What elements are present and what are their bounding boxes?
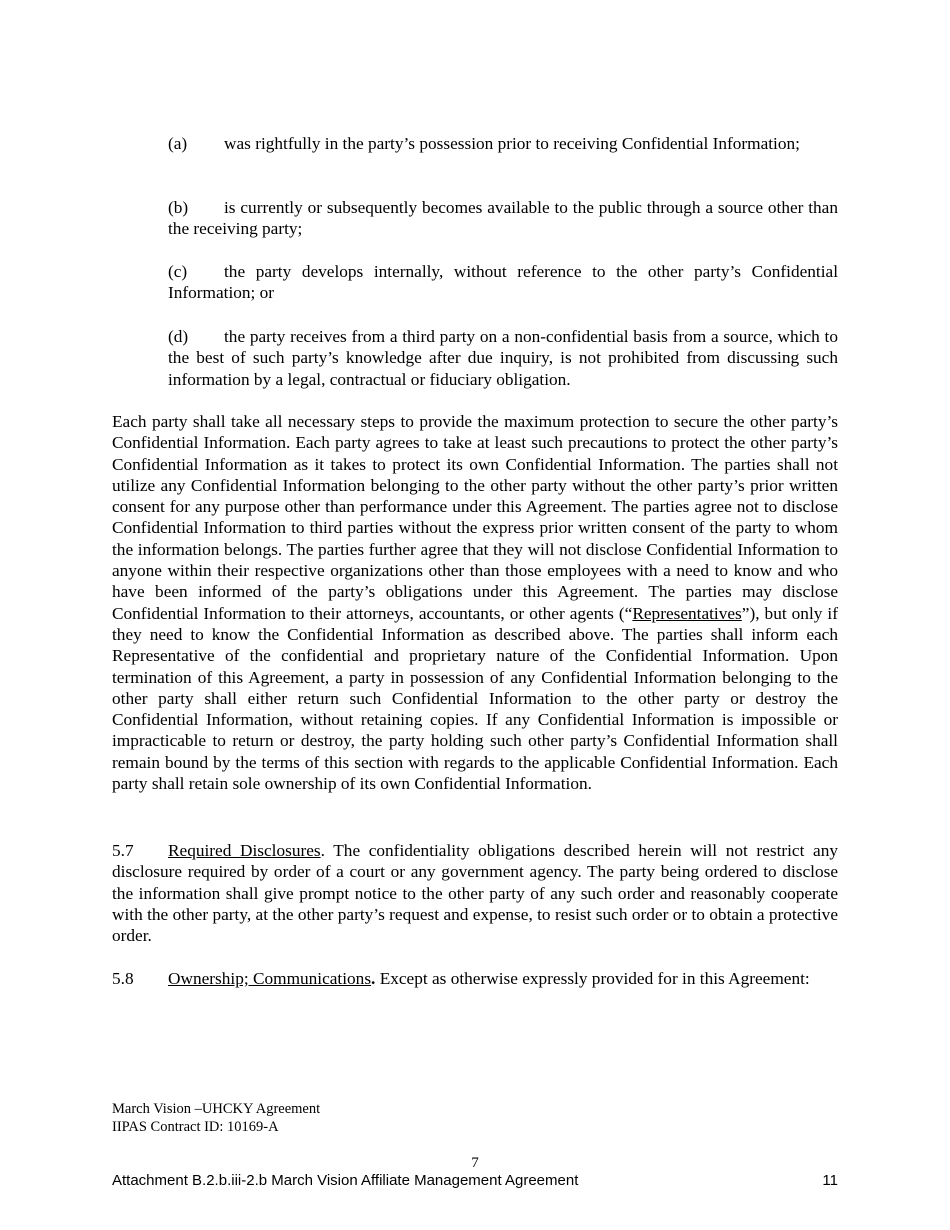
section-text: . The confidentiality obligations described herein will not restrict any disclosure required by order of a court or any government agency. The party being ordered to disclose the information shall give prompt notice to the other party of any such order and reasonably cooperate with the other party, at the other party’s request and expense, to resist such order or to obtain a protective order. (112, 841, 838, 946)
section-number: 5.7 (112, 841, 134, 860)
confidentiality-paragraph (112, 411, 838, 794)
list-item-label: (d) (168, 327, 189, 346)
list-item-a (168, 133, 838, 154)
list-item-text: the party develops internally, without reference to the other party’s Confidential Information; or (168, 262, 838, 303)
list-item-d (168, 326, 838, 390)
section-5-7 (112, 840, 838, 946)
list-item-label: (c) (168, 262, 188, 281)
section-title: Ownership; Communications (168, 969, 372, 988)
section-5-8 (112, 968, 838, 989)
list-item-label: (a) (168, 134, 188, 153)
footer-agreement-name: March Vision –UHCKY Agreement (112, 1101, 321, 1117)
representatives-term: Representatives (632, 603, 742, 623)
section-text: Except as otherwise expressly provided for in this Agreement: (375, 969, 810, 988)
list-item-label: (b) (168, 198, 189, 217)
footer-agreement-info (112, 1100, 320, 1136)
section-title: Required Disclosures (168, 841, 321, 860)
list-item-text: was rightfully in the party’s possession prior to receiving Confidential Information; (224, 134, 800, 153)
paragraph-text-after: ”), but only if they need to know the Confidential Information as described above. The parties shall inform each Representative of the confidential and proprietary nature of the Confidential Information. Upon termination of this Agreement, a party in possession of any Confidential Information belonging to the other party shall either return such Confidential Information to the other party or destroy the Confidential Information, without retaining copies. If any Confidential Information is impossible or impracticable to return or destroy, the party holding such other party’s Confidential Information shall remain bound by the terms of this section with regards to the applicable Confidential Information. Each party shall retain sole ownership of its own Confidential Information. (112, 603, 838, 794)
attachment-title: Attachment B.2.b.iii-2.b March Vision Affiliate Management Agreement (112, 1172, 579, 1189)
list-item-b (168, 197, 838, 240)
page-number: 7 (471, 1155, 479, 1171)
attachment-page-number: 11 (822, 1172, 838, 1189)
section-number: 5.8 (112, 969, 134, 988)
attachment-footer (112, 1172, 838, 1189)
list-item-text: the party receives from a third party on a non-confidential basis from a source, which to the best of such party’s knowledge after due inquiry, is not prohibited from discussing such information by a legal, contractual or fiduciary obligation. (168, 327, 838, 389)
footer-contract-id: IIPAS Contract ID: 10169-A (112, 1119, 279, 1135)
paragraph-text-before: Each party shall take all necessary steps to provide the maximum protection to secure the other party’s Confidential Information. Each party agrees to take at least such precautions to protect the other party’s Confidential Information as it takes to protect its own Confidential Information. The parties shall not utilize any Confidential Information belonging to the other party without the other party’s prior written consent for any purpose other than performance under this Agreement. The parties agree not to disclose Confidential Information to third parties without the express prior written consent of the party to whom the information belongs. The parties further agree that they will not disclose Confidential Information to anyone within their respective organizations other than those employees with a need to know and who have been informed of the party’s obligations under this Agreement. The parties may disclose Confidential Information to their attorneys, accountants, or other agents (“ (112, 412, 838, 623)
list-item-c (168, 261, 838, 304)
section-title-period: . (371, 969, 376, 988)
list-item-text: is currently or subsequently becomes available to the public through a source other than the receiving party; (168, 198, 838, 239)
